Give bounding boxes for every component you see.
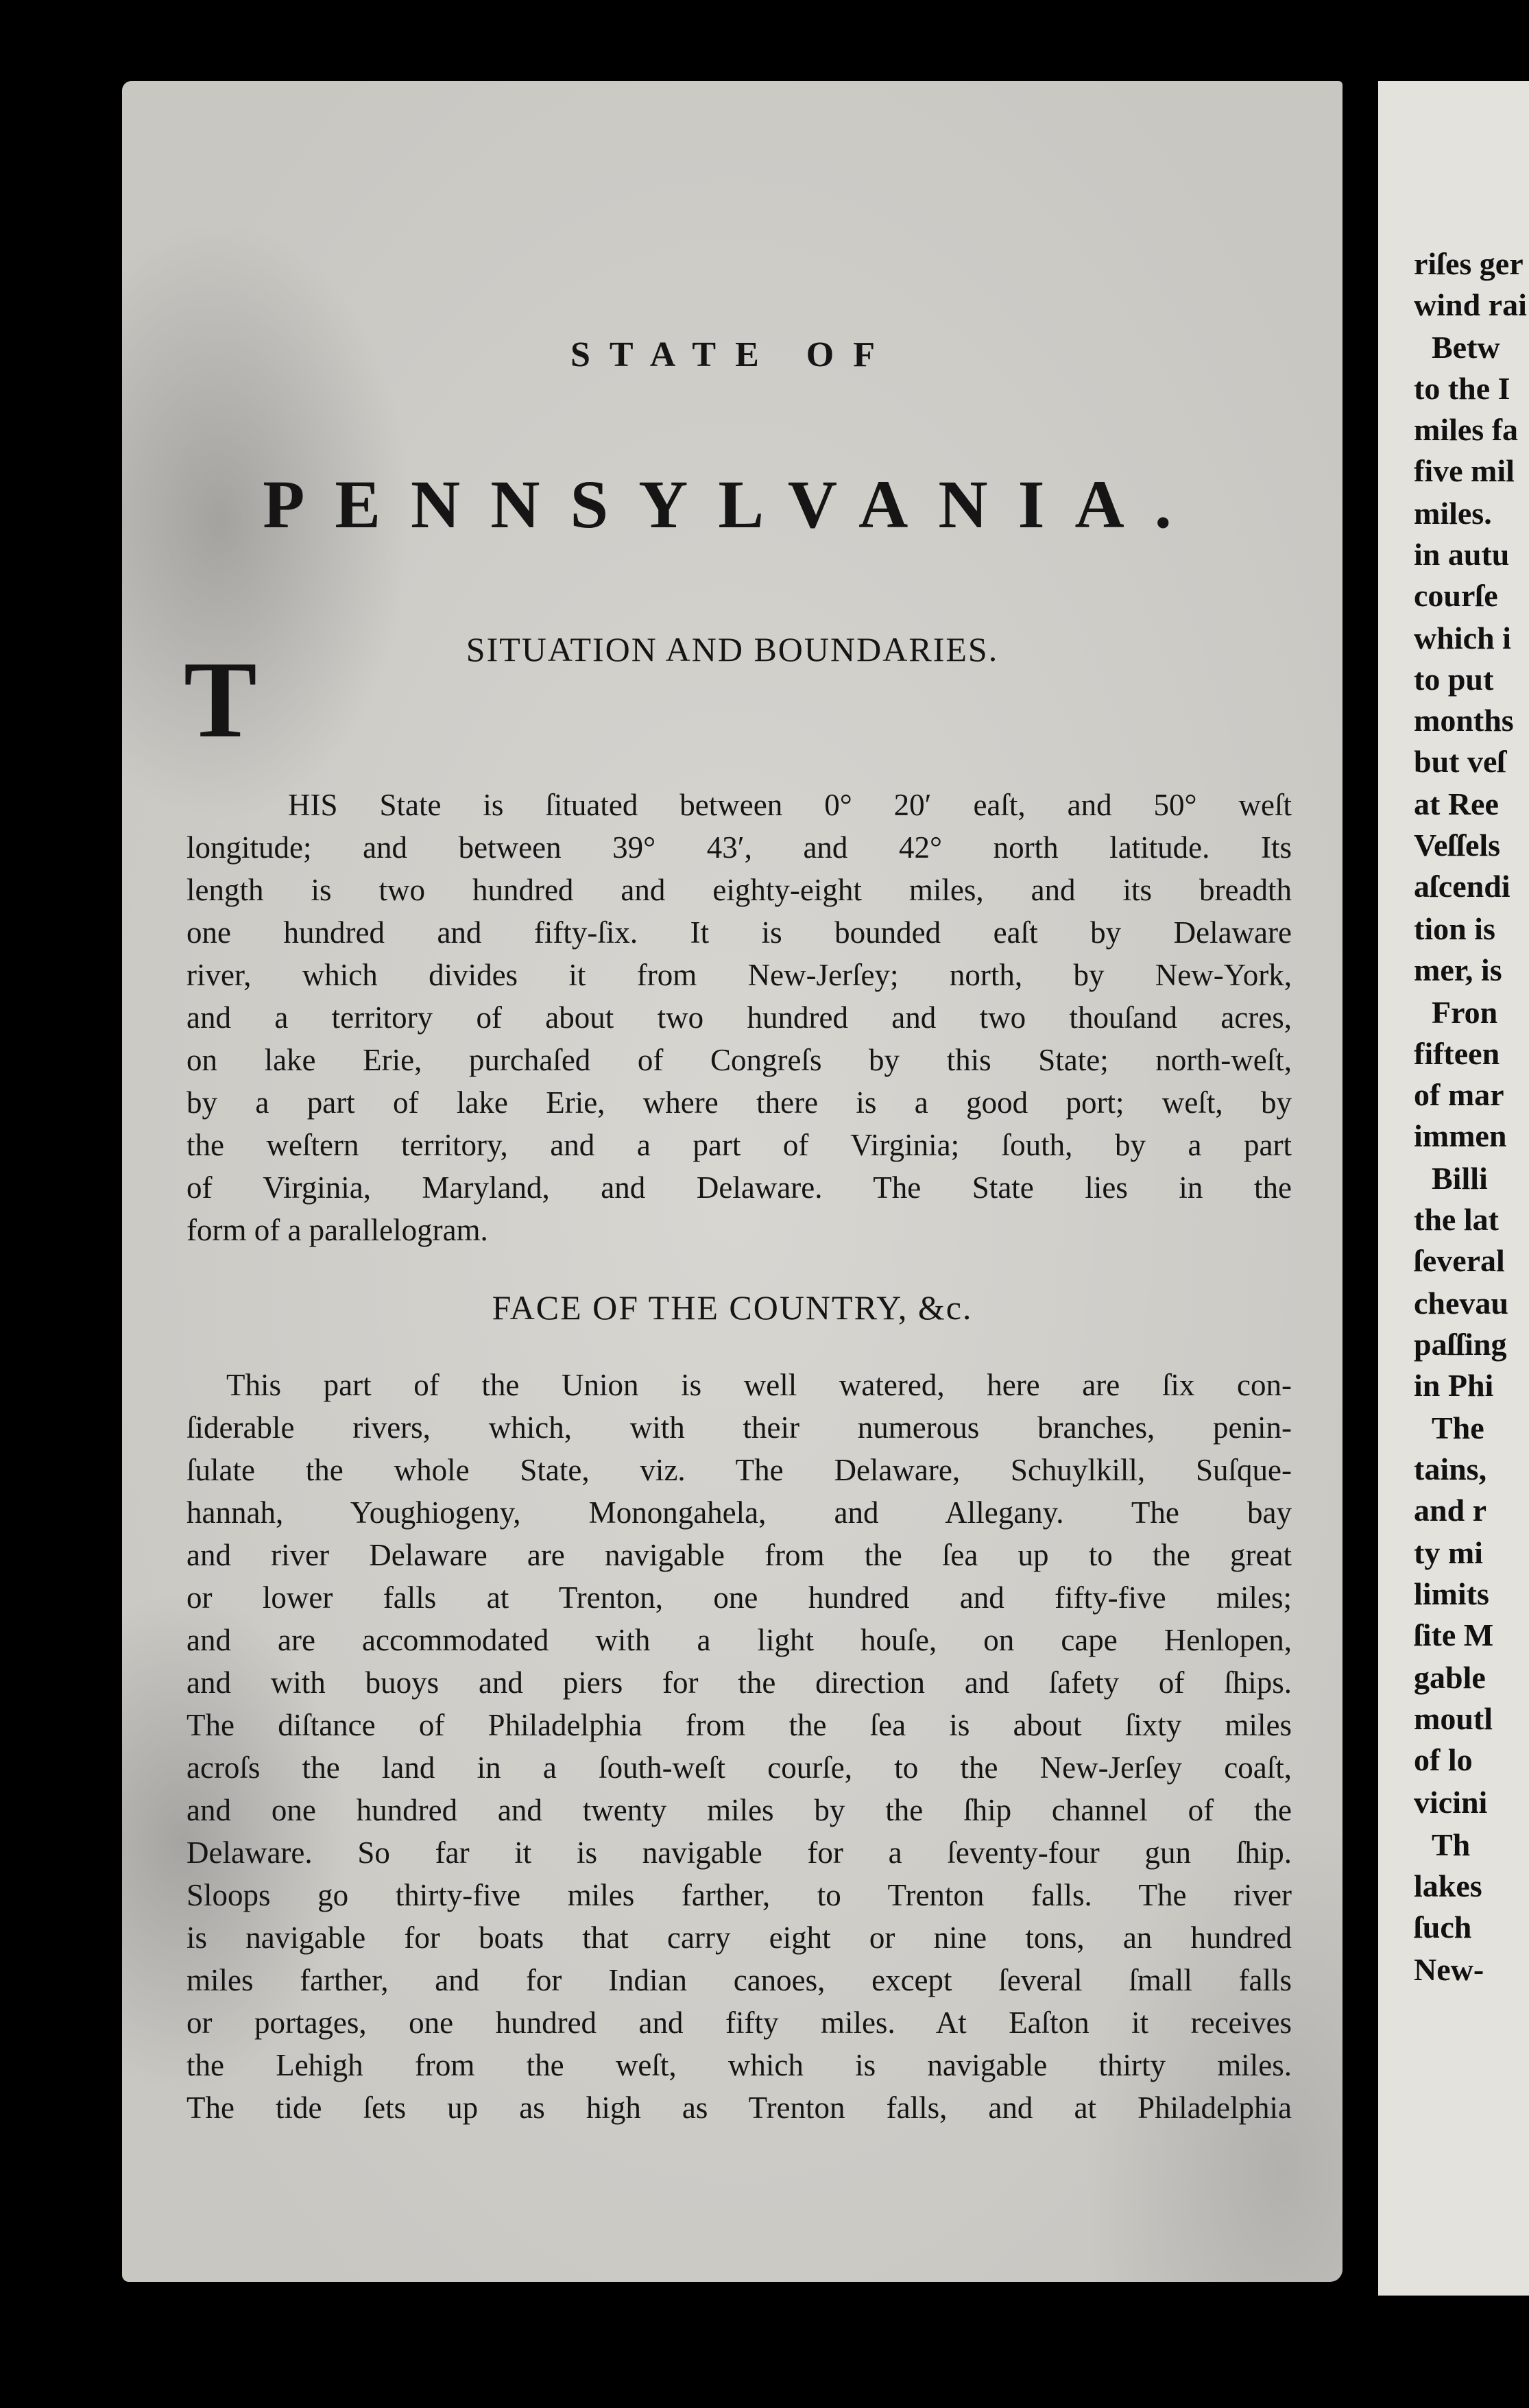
text-line: on lake Erie, purchaſed of Congreſs by this State; north-weſt, — [186, 1043, 1292, 1077]
right-page-line: Th — [1432, 1827, 1471, 1862]
text-line: the Lehigh from the weſt, which is navigable thirty miles. — [186, 2048, 1292, 2082]
right-page-line: miles fa — [1414, 412, 1519, 447]
right-page-line: wind rai — [1414, 287, 1527, 322]
right-page-line: The — [1432, 1410, 1484, 1445]
right-page-line: riſes ger — [1414, 246, 1524, 281]
text-line: longitude; and between 39° 43′, and 42° north latitude. Its — [186, 830, 1292, 865]
text-line: ſulate the whole State, viz. The Delaware, Schuylkill, Suſque- — [186, 1453, 1292, 1487]
right-page-line: tion is — [1414, 911, 1495, 946]
text-line: Delaware. So far it is navigable for a ſeventy-four gun ſhip. — [186, 1835, 1292, 1870]
right-page-line: of mar — [1414, 1077, 1504, 1112]
right-page-line: ſuch — [1414, 1910, 1472, 1945]
right-page-line: Fron — [1432, 995, 1498, 1030]
right-page-line: five mil — [1414, 453, 1515, 488]
text-line: hannah, Youghiogeny, Monongahela, and Allegany. The bay — [186, 1495, 1292, 1530]
section-heading-situation: SITUATION AND BOUNDARIES. — [466, 630, 999, 669]
right-page-line: at Ree — [1414, 786, 1499, 821]
text-line: of Virginia, Maryland, and Delaware. The State lies in the — [186, 1170, 1292, 1205]
section-heading-face: FACE OF THE COUNTRY, &c. — [492, 1288, 973, 1327]
right-page-line: in autu — [1414, 537, 1510, 572]
right-page-line: Billi — [1432, 1161, 1488, 1196]
right-page-line: in Phi — [1414, 1368, 1494, 1403]
right-page-line: New- — [1414, 1952, 1484, 1987]
text-line: Sloops go thirty-five miles farther, to Trenton falls. The river — [186, 1878, 1292, 1912]
right-page-line: gable — [1414, 1660, 1486, 1695]
right-page-line: Betw — [1432, 330, 1500, 365]
right-page-line: the lat — [1414, 1202, 1499, 1237]
right-page-line: but veſ — [1414, 744, 1506, 779]
right-page-line: limits — [1414, 1576, 1489, 1611]
right-page-line: to put — [1414, 662, 1494, 697]
right-page-line: of lo — [1414, 1742, 1473, 1777]
header-state-of: STATE OF — [570, 335, 894, 374]
text-line: and one hundred and twenty miles by the ſhip channel of the — [186, 1793, 1292, 1827]
text-line: the weſtern territory, and a part of Virginia; ſouth, by a part — [186, 1128, 1292, 1162]
text-line: is navigable for boats that carry eight or nine tons, an hundred — [186, 1921, 1292, 1955]
right-page-fragment — [1378, 81, 1529, 2296]
right-page-line: aſcendi — [1414, 869, 1510, 904]
right-page-line: months — [1414, 703, 1514, 738]
right-page-line: to the I — [1414, 371, 1510, 406]
text-line: and with buoys and piers for the direction and ſafety of ſhips. — [186, 1665, 1292, 1700]
text-line: acroſs the land in a ſouth-weſt courſe, to the New-Jerſey coaſt, — [186, 1750, 1292, 1785]
text-line: miles farther, and for Indian canoes, except ſeveral ſmall falls — [186, 1963, 1292, 1997]
page-title: PENNSYLVANIA. — [263, 466, 1202, 542]
right-page-line: courſe — [1414, 578, 1498, 613]
right-page-line: vicini — [1414, 1785, 1488, 1820]
right-page-line: mer, is — [1414, 952, 1502, 987]
right-page-line: ſite M — [1414, 1617, 1494, 1652]
right-page-line: immen — [1414, 1118, 1507, 1153]
right-page-line: fifteen — [1414, 1036, 1500, 1071]
right-page-line: paſſing — [1414, 1327, 1507, 1362]
text-line: one hundred and fifty-ſix. It is bounded eaſt by Delaware — [186, 915, 1292, 950]
right-page-line: moutl — [1414, 1701, 1493, 1736]
text-line: ſiderable rivers, which, with their numerous branches, penin- — [186, 1410, 1292, 1445]
text-line: and a territory of about two hundred and two thouſand acres, — [186, 1000, 1292, 1035]
right-page-line: lakes — [1414, 1868, 1482, 1903]
text-line: length is two hundred and eighty-eight miles, and its breadth — [186, 873, 1292, 907]
text-line: The diſtance of Philadelphia from the ſea is about ſixty miles — [186, 1708, 1292, 1742]
right-page-line: which i — [1414, 621, 1511, 655]
drop-cap: T — [184, 638, 257, 760]
right-page-line: ty mi — [1414, 1535, 1483, 1570]
right-page-line: ſeveral — [1414, 1243, 1505, 1278]
text-line: HIS State is ſituated between 0° 20′ eaſt, and 50° weſt — [288, 788, 1292, 822]
text-line: This part of the Union is well watered, here are ſix con- — [226, 1368, 1292, 1402]
text-line: by a part of lake Erie, where there is a good port; weſt, by — [186, 1085, 1292, 1120]
text-line: river, which divides it from New-Jerſey; north, by New-York, — [186, 958, 1292, 992]
text-line: or portages, one hundred and fifty miles. At Eaſton it receives — [186, 2006, 1292, 2040]
text-line: or lower falls at Trenton, one hundred and fifty-five miles; — [186, 1580, 1292, 1615]
text-line: The tide ſets up as high as Trenton falls, and at Philadelphia — [186, 2091, 1292, 2125]
text-line: and are accommodated with a light houſe, on cape Henlopen, — [186, 1623, 1292, 1657]
text-line: form of a parallelogram. — [186, 1213, 488, 1247]
text-line: and river Delaware are navigable from the ſea up to the great — [186, 1538, 1292, 1572]
right-page-line: chevau — [1414, 1286, 1508, 1321]
right-page-line: Veſſels — [1414, 828, 1501, 863]
right-page-line: tains, — [1414, 1452, 1487, 1486]
right-page-line: and r — [1414, 1493, 1487, 1528]
right-page-line: miles. — [1414, 496, 1492, 531]
